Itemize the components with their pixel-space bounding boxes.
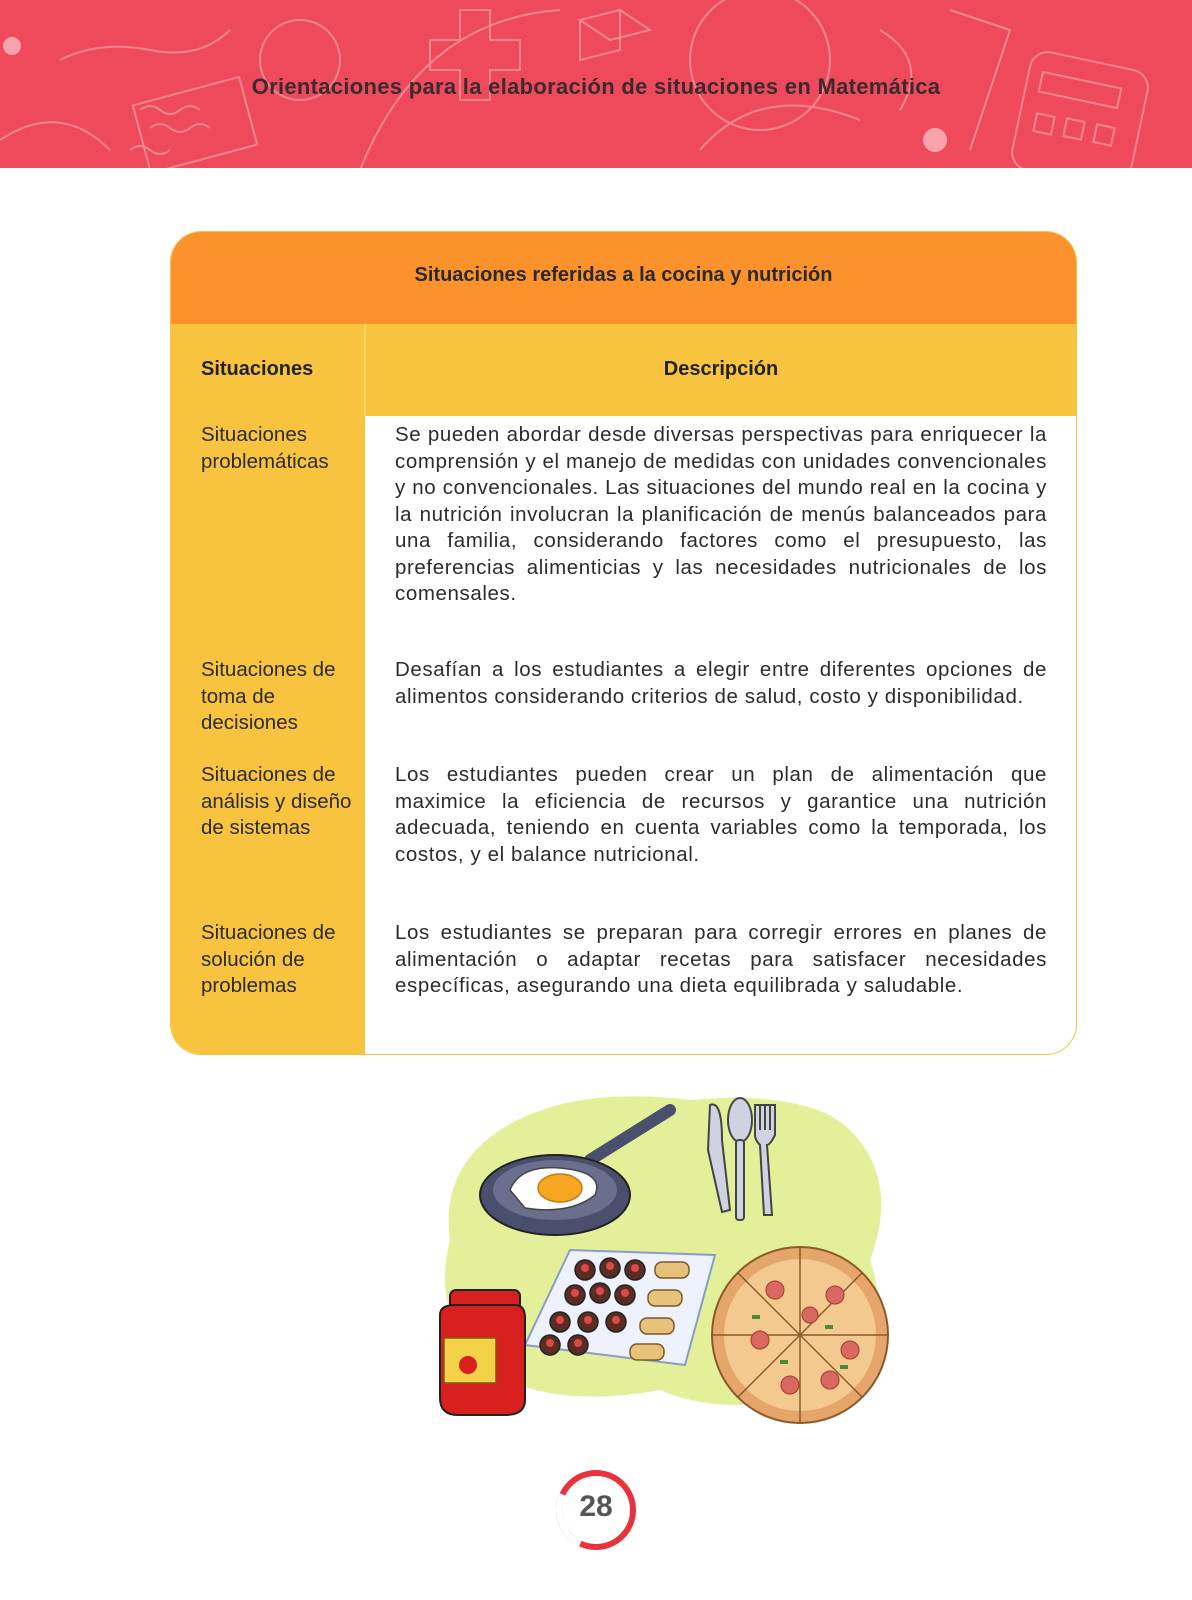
row-description-solucion-problemas: Los estudiantes se preparan para corregir errores en planes de alimentación o adaptar recetas para satisfacer necesidades específicas, asegurando una dieta equilibrada y saludable.	[395, 921, 1047, 997]
food-illustration	[430, 1090, 910, 1440]
row-description-toma-de-decisiones: Desafían a los estudiantes a elegir entre diferentes opciones de alimentos considerando criterios de salud, costo y disponibilidad.	[395, 658, 1047, 708]
header-banner	[0, 0, 1192, 168]
row-label-problematicas: Situaciones problemáticas	[201, 423, 329, 473]
table-title: Situaciones referidas a la cocina y nutrición	[414, 264, 833, 286]
header-title: Orientaciones para la elaboración de situaciones en Matemática	[251, 74, 941, 99]
column-header-descripcion: Descripción	[663, 358, 779, 380]
row-description-analisis-diseno: Los estudiantes pueden crear un plan de alimentación que maximice la eficiencia de recursos y garantice una nutrición adecuada, teniendo en cuenta variables como la temporada, los costos, y el balance nutricional.	[395, 763, 1047, 866]
row-label-analisis-diseno: Situaciones de análisis y diseño de sistemas	[201, 763, 352, 839]
row-label-toma-de-decisiones: Situaciones de toma de decisiones	[201, 658, 336, 734]
sauce-jar-icon	[440, 1290, 525, 1415]
pizza-icon	[712, 1247, 888, 1423]
column-divider	[364, 324, 366, 416]
situations-table	[171, 232, 1076, 1054]
page-number: 28	[579, 1490, 613, 1523]
table-header-row	[171, 324, 1076, 416]
row-description-problematicas: Se pueden abordar desde diversas perspectivas para enriquecer la comprensión y el manejo de medidas con unidades convencionales y no convencionales. Las situaciones del mundo real en la cocina y la nutrición involucran la planificación de menús balanceados para una familia, considerando factores como el presupuesto, las preferencias alimenticias y las necesidades nutricionales de los comensales.	[395, 423, 1047, 605]
table-title-bar	[171, 232, 1076, 324]
row-label-solucion-problemas: Situaciones de solución de problemas	[201, 921, 336, 997]
column-header-situaciones: Situaciones	[201, 358, 314, 380]
